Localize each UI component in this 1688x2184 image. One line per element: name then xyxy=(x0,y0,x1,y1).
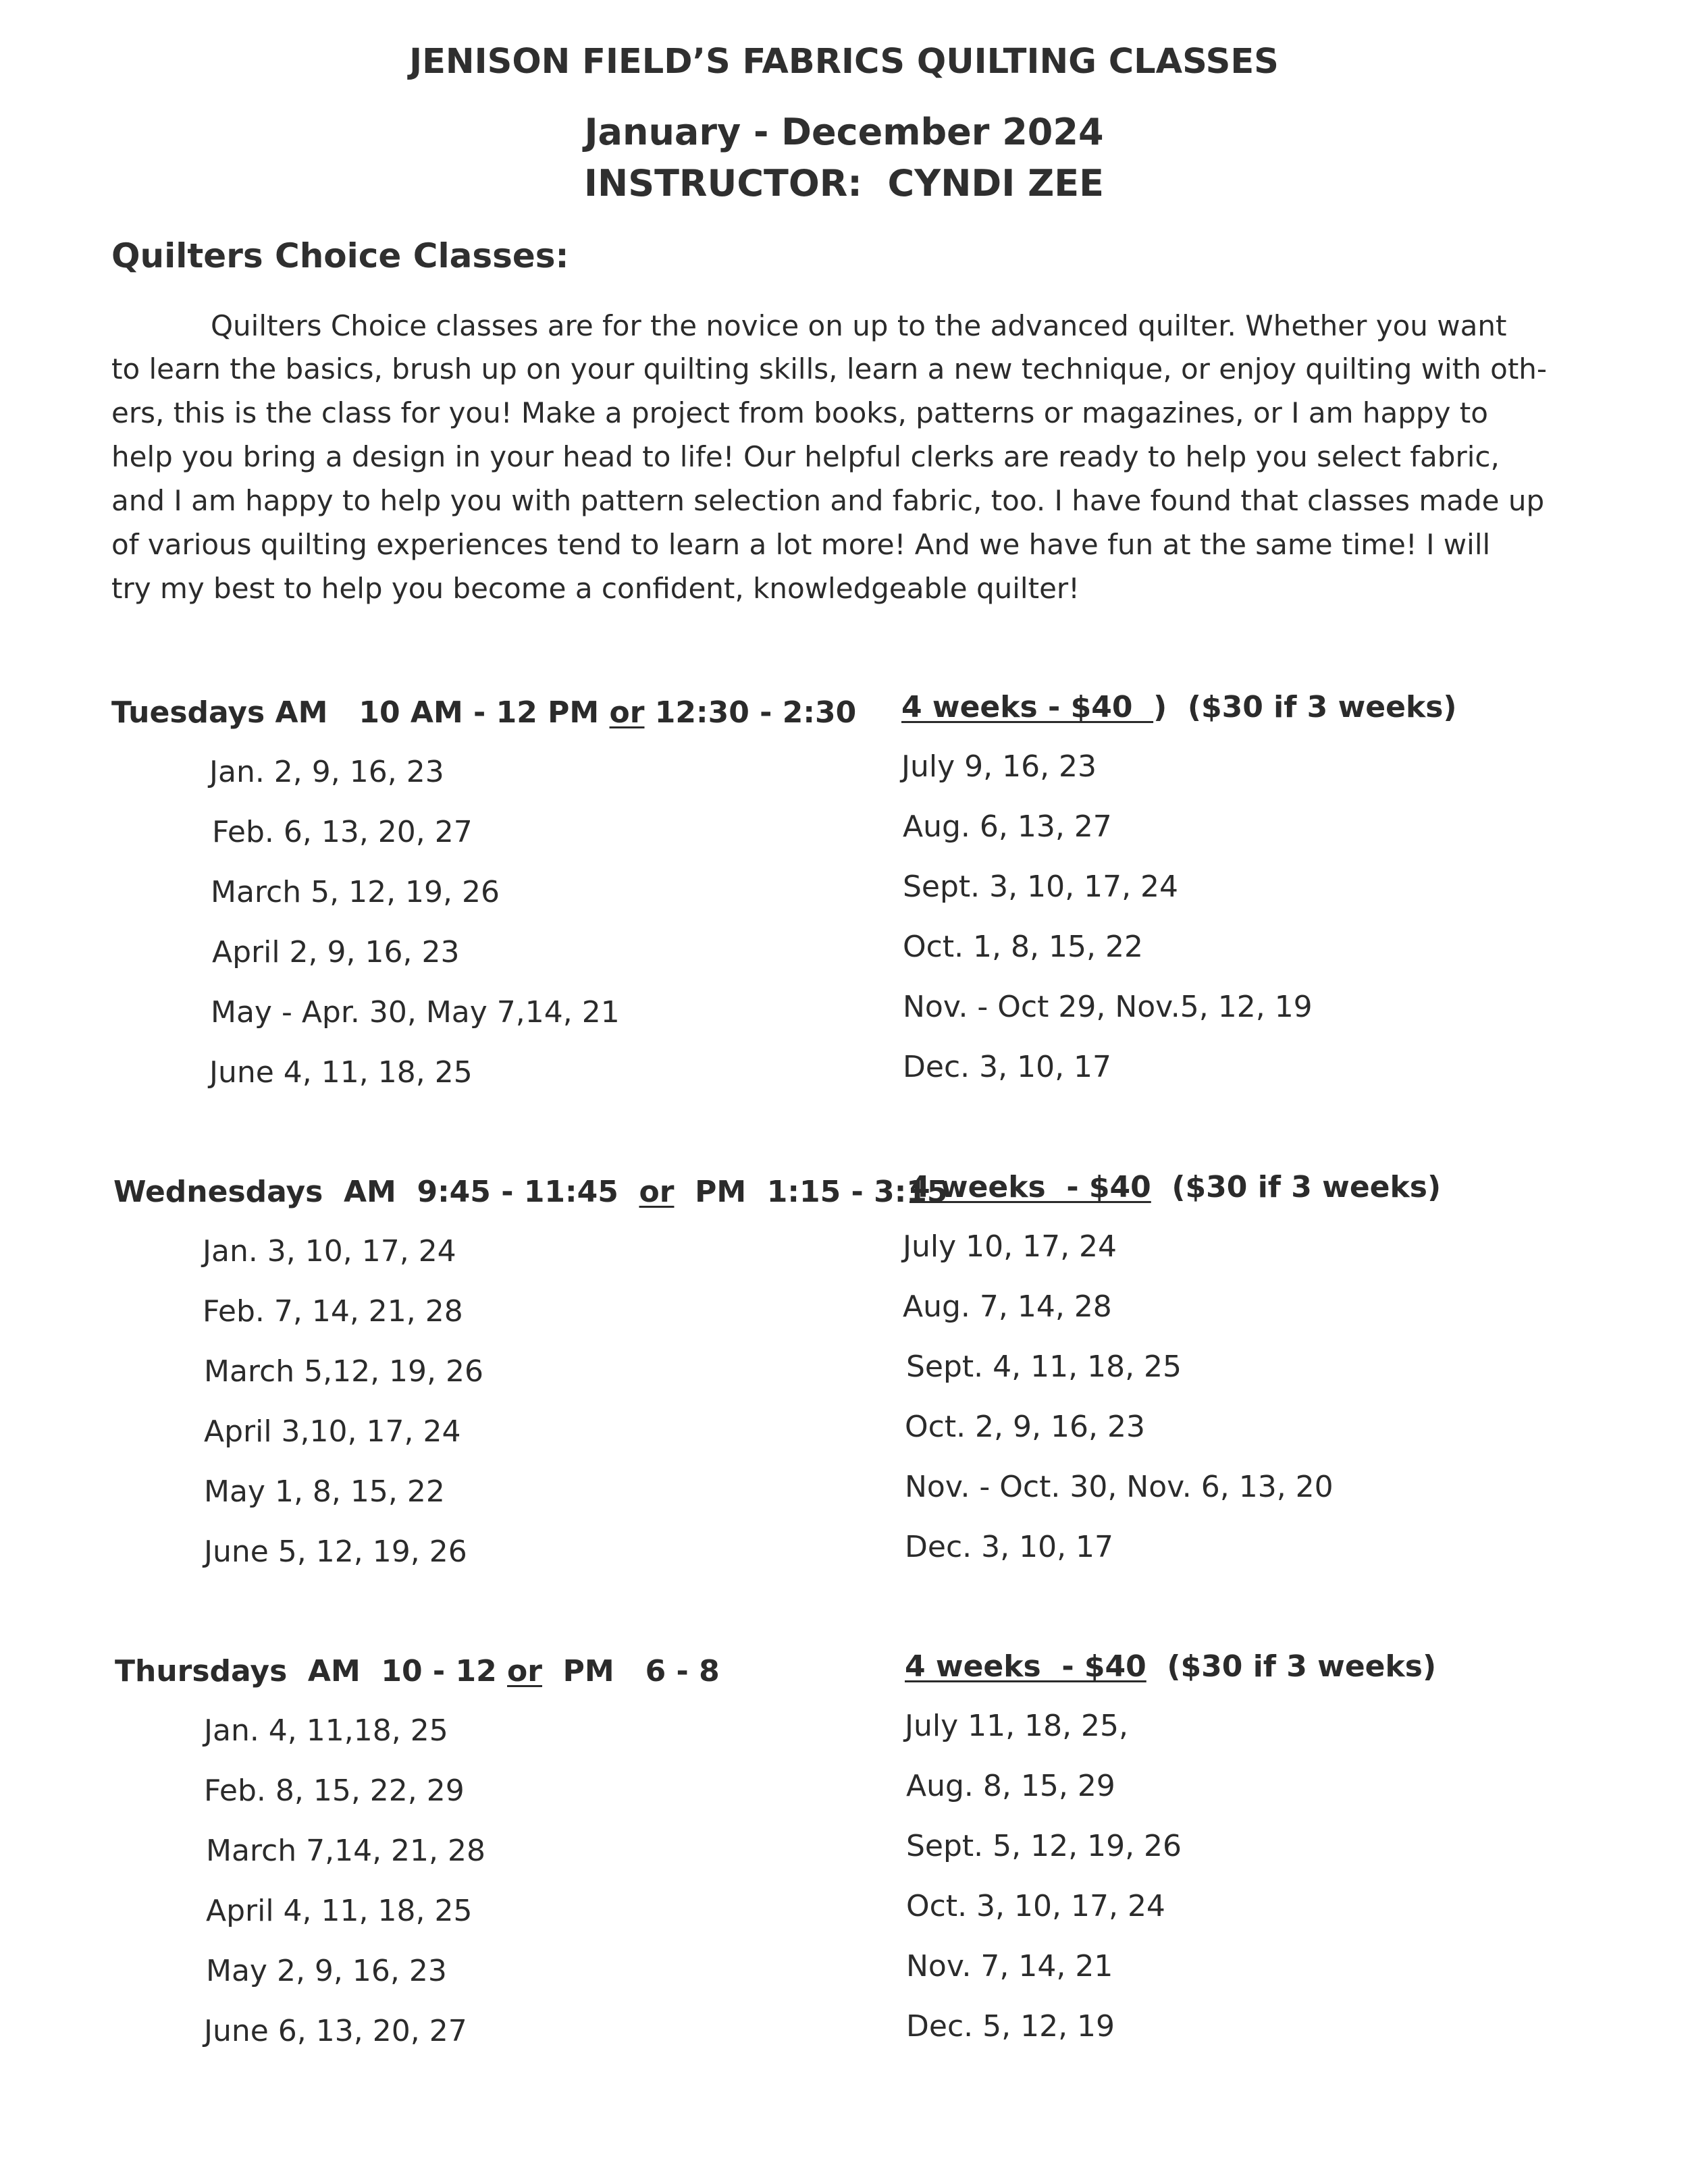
time-tail: PM 1:15 - 3:15 xyxy=(674,1175,948,1209)
section-heading: Quilters Choice Classes: xyxy=(111,236,569,275)
date-line: April 4, 11, 18, 25 xyxy=(206,1894,473,1928)
date-line: Feb. 7, 14, 21, 28 xyxy=(203,1294,463,1329)
page-title: JENISON FIELD’S FABRICS QUILTING CLASSES xyxy=(409,42,1279,82)
date-line: Oct. 3, 10, 17, 24 xyxy=(906,1889,1165,1923)
time-tail: 12:30 - 2:30 xyxy=(644,695,857,730)
time-tail: PM 6 - 8 xyxy=(542,1654,720,1688)
intro-line: Quilters Choice classes are for the novice on up to the advanced quilter. Whether you want xyxy=(211,309,1507,342)
price-note: ($30 if 3 weeks) xyxy=(1151,1170,1442,1204)
or-label: or xyxy=(609,695,645,730)
date-line: June 5, 12, 19, 26 xyxy=(204,1535,467,1569)
intro-line: try my best to help you become a confident, knowledgeable quilter! xyxy=(111,572,1080,605)
date-line: Oct. 2, 9, 16, 23 xyxy=(905,1410,1145,1444)
date-line: June 4, 11, 18, 25 xyxy=(209,1055,473,1090)
instructor: INSTRUCTOR: CYNDI ZEE xyxy=(583,162,1105,205)
date-line: April 2, 9, 16, 23 xyxy=(212,935,460,969)
intro-line: ers, this is the class for you! Make a project from books, patterns or magazines, or I am happy to xyxy=(111,396,1488,429)
date-range: January - December 2024 xyxy=(584,111,1104,153)
schedule-day-time xyxy=(113,1175,948,1209)
price-note: ($30 if 3 weeks) xyxy=(1146,1649,1437,1684)
date-line: Nov. - Oct. 30, Nov. 6, 13, 20 xyxy=(905,1470,1334,1504)
date-line: May 2, 9, 16, 23 xyxy=(206,1954,447,1988)
date-line: Oct. 1, 8, 15, 22 xyxy=(903,930,1143,964)
date-line: Feb. 6, 13, 20, 27 xyxy=(212,815,473,849)
date-line: Sept. 5, 12, 19, 26 xyxy=(906,1829,1182,1863)
date-line: May 1, 8, 15, 22 xyxy=(204,1474,445,1509)
date-line: July 9, 16, 23 xyxy=(901,749,1097,784)
date-line: Jan. 3, 10, 17, 24 xyxy=(203,1234,456,1269)
day-time-label: Wednesdays AM 9:45 - 11:45 xyxy=(113,1175,639,1209)
schedule-price xyxy=(901,690,1457,724)
date-line: April 3,10, 17, 24 xyxy=(204,1414,461,1449)
date-line: Aug. 6, 13, 27 xyxy=(903,809,1112,844)
or-label: or xyxy=(507,1654,542,1688)
date-line: Jan. 2, 9, 16, 23 xyxy=(209,755,444,789)
date-line: Jan. 4, 11,18, 25 xyxy=(204,1713,448,1748)
or-label: or xyxy=(639,1175,675,1209)
date-line: March 5,12, 19, 26 xyxy=(204,1354,484,1389)
date-line: May - Apr. 30, May 7,14, 21 xyxy=(211,995,620,1030)
intro-line: to learn the basics, brush up on your quilting skills, learn a new technique, or enjoy quilting with oth- xyxy=(111,352,1548,385)
day-time-label: Tuesdays AM 10 AM - 12 PM xyxy=(111,695,610,730)
schedule-day-time xyxy=(111,695,856,730)
date-line: Dec. 3, 10, 17 xyxy=(903,1050,1112,1084)
intro-line: and I am happy to help you with pattern selection and fabric, too. I have found that classes made up xyxy=(111,484,1545,517)
schedule-day-time xyxy=(115,1654,720,1688)
price-note: ) ($30 if 3 weeks) xyxy=(1153,690,1457,724)
date-line: Sept. 4, 11, 18, 25 xyxy=(906,1350,1182,1384)
date-line: Dec. 3, 10, 17 xyxy=(905,1530,1114,1564)
date-line: March 5, 12, 19, 26 xyxy=(211,875,500,909)
date-line: Dec. 5, 12, 19 xyxy=(906,2009,1115,2044)
price-label: 4 weeks - $40 xyxy=(901,690,1154,724)
price-label: 4 weeks - $40 xyxy=(909,1170,1151,1204)
date-line: June 6, 13, 20, 27 xyxy=(204,2014,467,2048)
intro-line: of various quilting experiences tend to learn a lot more! And we have fun at the same time! I will xyxy=(111,528,1491,561)
date-line: Feb. 8, 15, 22, 29 xyxy=(204,1774,465,1808)
date-line: March 7,14, 21, 28 xyxy=(206,1834,486,1868)
date-line: July 10, 17, 24 xyxy=(903,1229,1117,1264)
date-line: Nov. 7, 14, 21 xyxy=(906,1949,1113,1983)
schedule-price xyxy=(909,1170,1441,1204)
date-line: July 11, 18, 25, xyxy=(905,1709,1129,1743)
date-line: Nov. - Oct 29, Nov.5, 12, 19 xyxy=(903,990,1313,1024)
date-line: Aug. 8, 15, 29 xyxy=(906,1769,1115,1803)
intro-line: help you bring a design in your head to life! Our helpful clerks are ready to help you select fabric, xyxy=(111,440,1500,473)
price-label: 4 weeks - $40 xyxy=(905,1649,1146,1684)
date-line: Sept. 3, 10, 17, 24 xyxy=(903,870,1179,904)
date-line: Aug. 7, 14, 28 xyxy=(903,1289,1112,1324)
schedule-price xyxy=(905,1649,1436,1684)
day-time-label: Thursdays AM 10 - 12 xyxy=(115,1654,508,1688)
